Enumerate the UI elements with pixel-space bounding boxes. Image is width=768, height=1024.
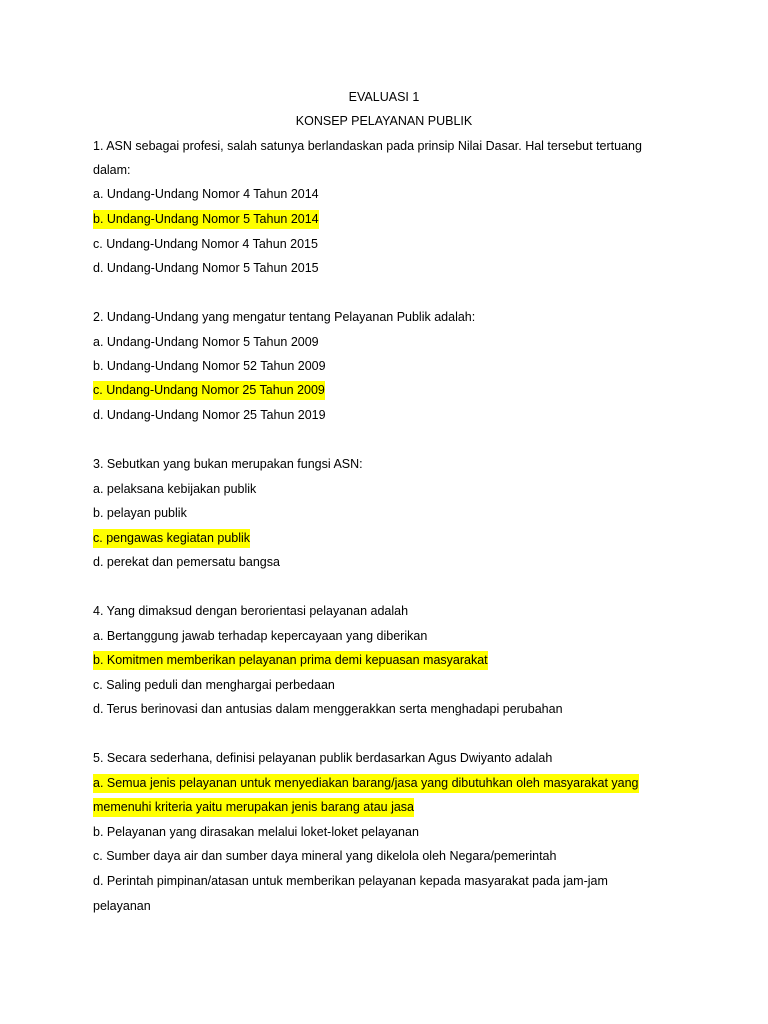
question-2-option-b: b. Undang-Undang Nomor 52 Tahun 2009 bbox=[93, 359, 326, 373]
question-5-option-d-line-1: d. Perintah pimpinan/atasan untuk memberikan pelayanan kepada masyarakat pada jam-jam bbox=[93, 874, 608, 888]
question-4-option-a: a. Bertanggung jawab terhadap kepercayaan yang diberikan bbox=[93, 629, 428, 643]
document-title: EVALUASI 1 bbox=[348, 90, 420, 104]
question-3-option-a: a. pelaksana kebijakan publik bbox=[93, 482, 257, 496]
question-4-text: 4. Yang dimaksud dengan berorientasi pelayanan adalah bbox=[93, 604, 409, 618]
question-5-option-a-answer-line-1 bbox=[93, 775, 639, 791]
question-2-option-d: d. Undang-Undang Nomor 25 Tahun 2019 bbox=[93, 408, 326, 422]
question-2-text: 2. Undang-Undang yang mengatur tentang Pelayanan Publik adalah: bbox=[93, 310, 476, 324]
question-2-option-c-answer bbox=[93, 382, 325, 398]
answer-highlight: memenuhi kriteria yaitu merupakan jenis barang atau jasa bbox=[93, 798, 414, 817]
question-1-option-c: c. Undang-Undang Nomor 4 Tahun 2015 bbox=[93, 237, 318, 251]
question-4-option-c: c. Saling peduli dan menghargai perbedaan bbox=[93, 678, 335, 692]
answer-highlight: b. Undang-Undang Nomor 5 Tahun 2014 bbox=[93, 210, 319, 229]
document-subtitle: KONSEP PELAYANAN PUBLIK bbox=[295, 114, 473, 128]
question-3-option-d: d. perekat dan pemersatu bangsa bbox=[93, 555, 280, 569]
question-1-option-a: a. Undang-Undang Nomor 4 Tahun 2014 bbox=[93, 187, 319, 201]
question-5-option-d-line-2: pelayanan bbox=[93, 899, 151, 913]
question-3-text: 3. Sebutkan yang bukan merupakan fungsi ASN: bbox=[93, 457, 363, 471]
answer-highlight: c. pengawas kegiatan publik bbox=[93, 529, 250, 548]
question-4-option-d: d. Terus berinovasi dan antusias dalam menggerakkan serta menghadapi perubahan bbox=[93, 702, 563, 716]
question-5-option-a-answer-line-2 bbox=[93, 799, 414, 815]
question-5-option-c: c. Sumber daya air dan sumber daya mineral yang dikelola oleh Negara/pemerintah bbox=[93, 849, 557, 863]
question-2-option-a: a. Undang-Undang Nomor 5 Tahun 2009 bbox=[93, 335, 319, 349]
question-1-option-d: d. Undang-Undang Nomor 5 Tahun 2015 bbox=[93, 261, 319, 275]
question-5-text: 5. Secara sederhana, definisi pelayanan publik berdasarkan Agus Dwiyanto adalah bbox=[93, 751, 553, 765]
question-3-option-c-answer bbox=[93, 530, 250, 546]
question-1-option-b-answer bbox=[93, 211, 319, 227]
answer-highlight: b. Komitmen memberikan pelayanan prima demi kepuasan masyarakat bbox=[93, 651, 488, 670]
question-1-text-line-2: dalam: bbox=[93, 163, 131, 177]
question-1-text-line-1: 1. ASN sebagai profesi, salah satunya berlandaskan pada prinsip Nilai Dasar. Hal tersebut tertuang bbox=[93, 139, 642, 153]
answer-highlight: a. Semua jenis pelayanan untuk menyediakan barang/jasa yang dibutuhkan oleh masyarakat yang bbox=[93, 774, 639, 793]
question-5-option-b: b. Pelayanan yang dirasakan melalui loket-loket pelayanan bbox=[93, 825, 419, 839]
answer-highlight: c. Undang-Undang Nomor 25 Tahun 2009 bbox=[93, 381, 325, 400]
question-3-option-b: b. pelayan publik bbox=[93, 506, 187, 520]
question-4-option-b-answer bbox=[93, 652, 488, 668]
